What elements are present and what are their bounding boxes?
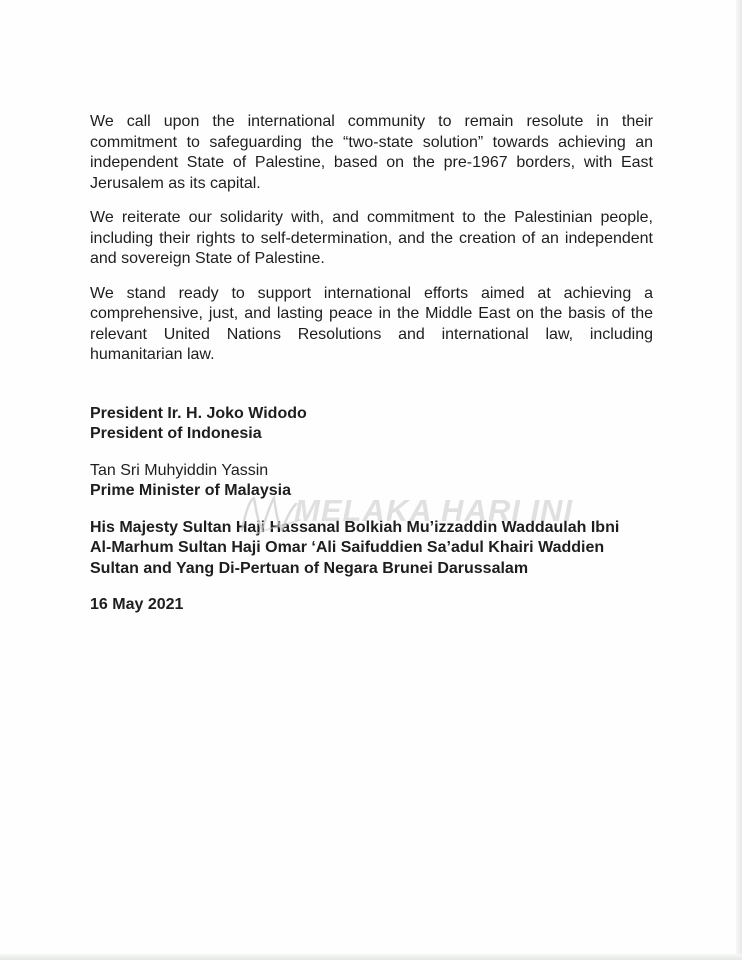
signatory-title: President of Indonesia <box>90 425 262 442</box>
paragraph-solidarity: We reiterate our solidarity with, and commitment to the Palestinian people, including their rights to self-determination, and the creation of an independent and sovereign State of Palestine. <box>90 209 653 267</box>
paragraph-two-state-solution: We call upon the international community to remain resolute in their commitment to safeguarding the “two-state solution” towards achieving an independent State of Palestine, based on the pre-1967 borders, with East Jerusalem as its capital. <box>90 113 653 192</box>
signatory-name-line-1: His Majesty Sultan Haji Hassanal Bolkiah Mu’izzaddin Waddaulah Ibni <box>90 518 620 536</box>
signatory-name: Tan Sri Muhyiddin Yassin <box>90 461 269 479</box>
paragraph-peace-efforts: We stand ready to support international efforts aimed at achieving a comprehensive, just, and lasting peace in the Middle East on the basis of the relevant United Nations Resolutions and international law, including humanitarian law. <box>90 284 653 363</box>
signatory-brunei <box>90 518 653 580</box>
watermark-text: MELAKA HARI INI <box>294 493 574 528</box>
document-date: 16 May 2021 <box>90 596 184 613</box>
signatory-title: Prime Minister of Malaysia <box>90 482 291 499</box>
signatory-title: Sultan and Yang Di-Pertuan of Negara Brunei Darussalam <box>90 559 529 577</box>
statement-body <box>90 112 653 616</box>
page-edge-bottom <box>0 954 742 960</box>
signatory-malaysia <box>90 461 653 502</box>
signatory-name: President Ir. H. Joko Widodo <box>90 404 307 422</box>
signatories <box>90 404 653 580</box>
signatory-indonesia <box>90 404 653 445</box>
page-edge-right <box>736 0 742 960</box>
signatory-name-line-2: Al-Marhum Sultan Haji Omar ‘Ali Saifuddien Sa’adul Khairi Waddien <box>90 539 605 556</box>
